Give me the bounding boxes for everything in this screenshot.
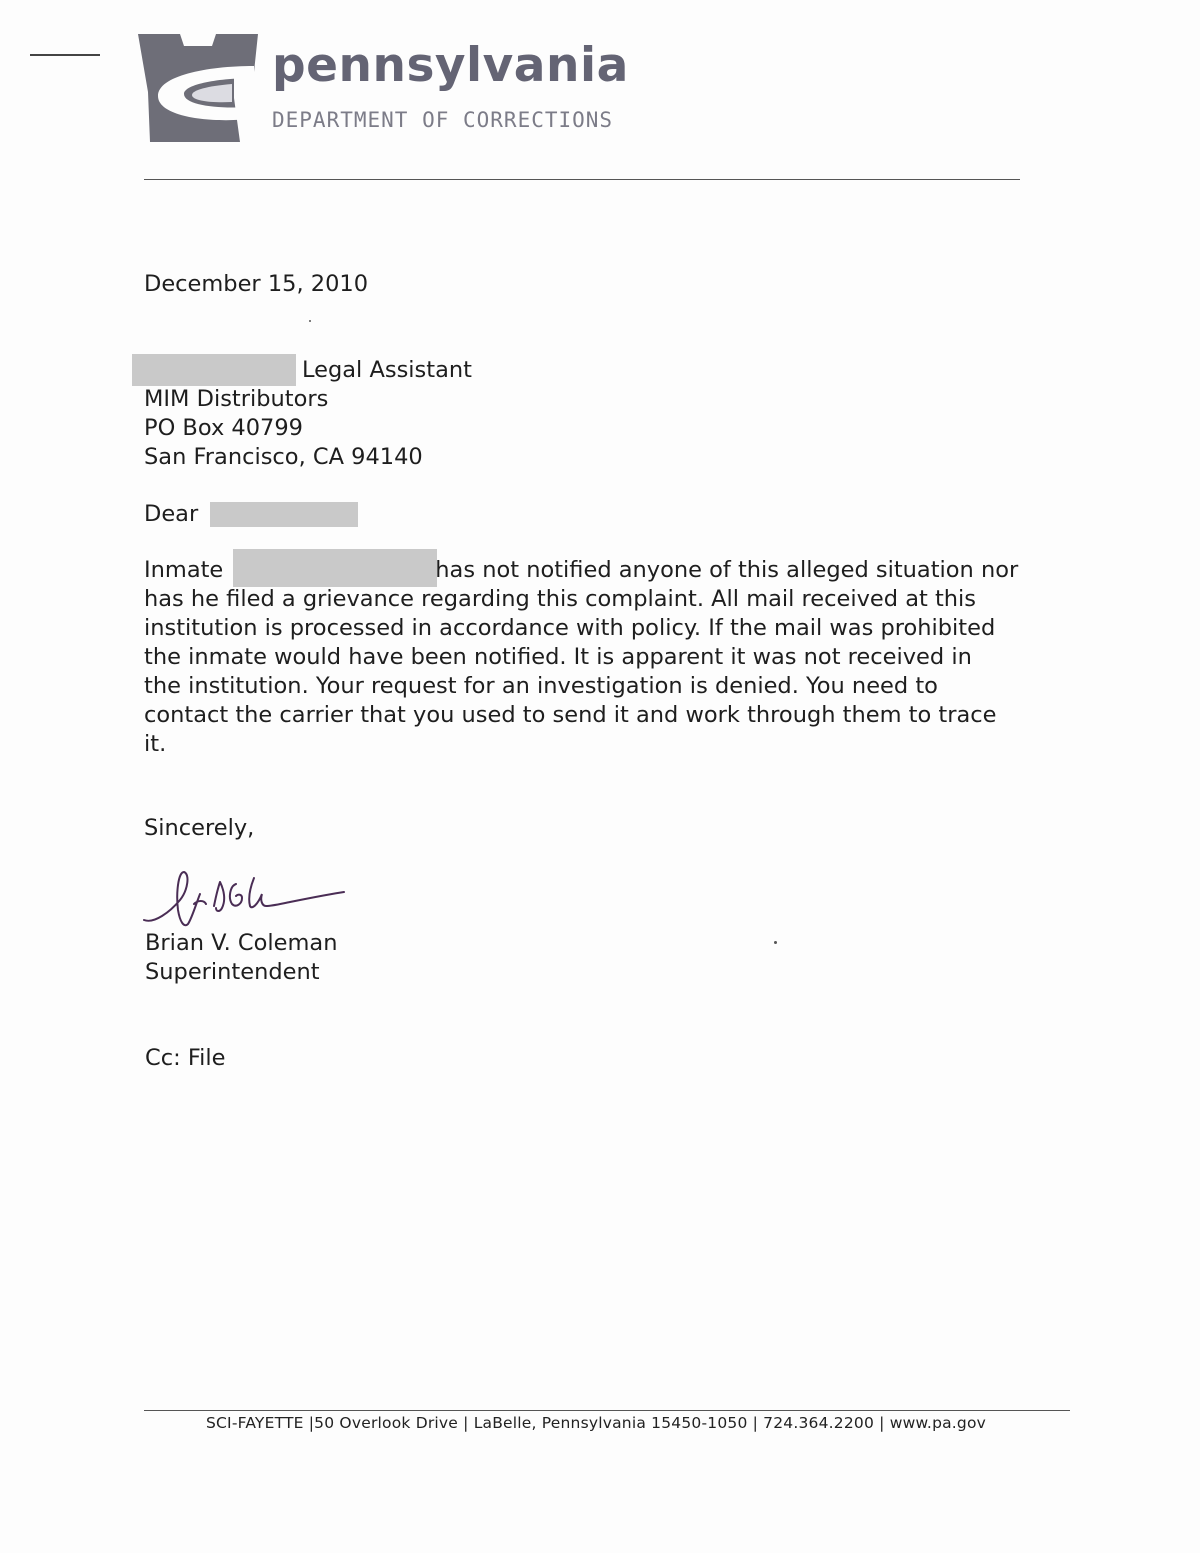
body-line: it. — [144, 731, 167, 757]
letter-date: December 15, 2010 — [144, 271, 369, 297]
cc-line: Cc: File — [145, 1045, 226, 1071]
salutation: Dear — [144, 501, 199, 527]
recipient-po-box: PO Box 40799 — [144, 415, 303, 441]
body-prefix: Inmate — [144, 557, 224, 583]
recipient-city-state-zip: San Francisco, CA 94140 — [144, 444, 423, 470]
signer-title: Superintendent — [145, 959, 320, 985]
body-line: contact the carrier that you used to send it and work through them to trace — [144, 702, 997, 728]
scan-speck — [774, 941, 777, 944]
handwritten-signature — [140, 864, 350, 930]
scan-speck — [309, 320, 311, 322]
signer-name: Brian V. Coleman — [145, 930, 338, 956]
body-line: has he filed a grievance regarding this complaint. All mail received at this — [144, 586, 977, 612]
recipient-title: Legal Assistant — [302, 357, 472, 383]
recipient-company: MIM Distributors — [144, 386, 329, 412]
footer-address: SCI-FAYETTE |50 Overlook Drive | LaBelle, Pennsylvania 15450-1050 | 724.364.2200 | www.pa.gov — [206, 1414, 987, 1432]
letterhead-divider — [144, 179, 1020, 180]
body-line: the institution. Your request for an investigation is denied. You need to — [144, 673, 938, 699]
footer-divider — [144, 1410, 1070, 1411]
body-line: institution is processed in accordance with policy. If the mail was prohibited — [144, 615, 996, 641]
closing: Sincerely, — [144, 815, 255, 841]
redacted-recipient-name — [132, 354, 296, 386]
letter-body — [144, 556, 1074, 759]
keystone-logo-icon — [136, 32, 260, 144]
scan-edge-mark — [30, 54, 100, 56]
redacted-salutation-name — [210, 502, 358, 527]
body-first-line: has not notified anyone of this alleged situation nor — [435, 557, 1019, 583]
body-line — [144, 556, 1074, 585]
body-line: the inmate would have been notified. It is apparent it was not received in — [144, 644, 972, 670]
letterhead-state-name: pennsylvania — [272, 38, 629, 93]
letterhead-department: DEPARTMENT OF CORRECTIONS — [272, 108, 614, 132]
